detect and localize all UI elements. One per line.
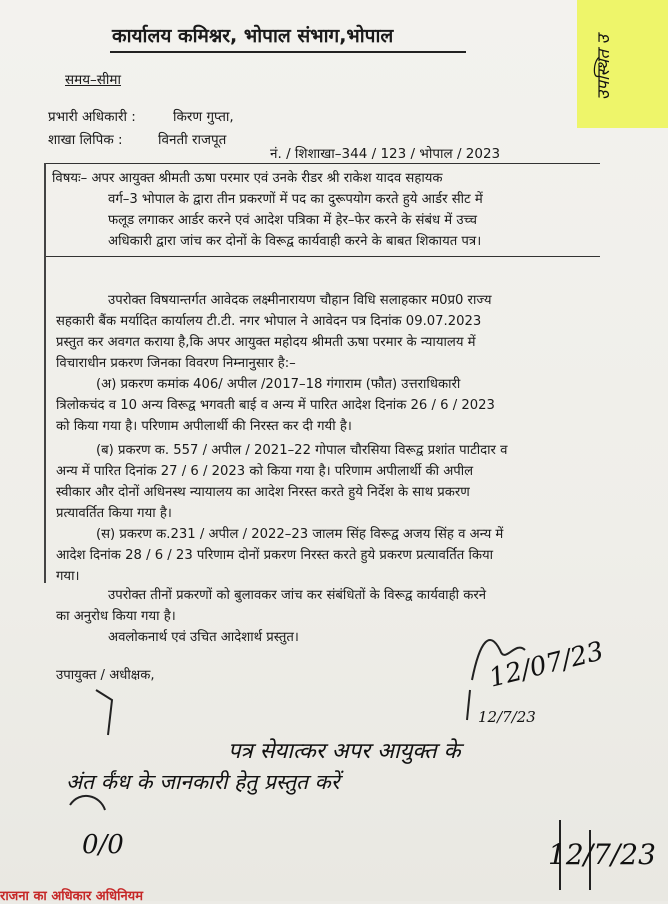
case-a-line-3: को किया गया है। परिणाम अपीलार्थी की निरस्त कर दी गयी है। <box>56 419 352 434</box>
officer-name: किरण गुप्ता, <box>173 109 234 125</box>
body-p1-line-2: सहकारी बैंक मर्यादित कार्यालय टी.टी. नगर भोपाल ने आवेदन पत्र दिनांक 09.07.2023 <box>56 314 482 329</box>
case-c-line-1: (स) प्रकरण क.231 / अपील / 2022–23 जालम सिंह विरूद्व अजय सिंह व अन्य में <box>96 527 504 542</box>
body-p3: अवलोकनार्थ एवं उचित आदेशार्थ प्रस्तुत। <box>108 630 299 645</box>
handwritten-mark-bottom: 0/0 <box>82 830 124 860</box>
case-b-line-2: अन्य में पारित दिनांक 27 / 6 / 2023 को किया गया है। परिणाम अपीलार्थी की अपील <box>56 464 474 479</box>
sticky-note-text: उपस्थित उ <box>594 35 614 100</box>
body-p1-line-3: प्रस्तुत कर अवगत कराया है,कि अपर आयुक्त महोदय श्रीमती ऊषा परमार के न्यायालय में <box>56 335 476 350</box>
officer-label: प्रभारी अधिकारी : <box>48 109 136 125</box>
case-a-line-1: (अ) प्रकरण कमांक 406/ अपील /2017–18 गंगाराम (फौत) उत्तराधिकारी <box>96 377 461 392</box>
clerk-name: विनती राजपूत <box>158 132 227 148</box>
case-c-line-3: गया। <box>56 569 80 584</box>
case-b-line-4: प्रत्यावर्तित किया गया है। <box>56 506 172 521</box>
handwritten-date-2: 12/7/23 <box>478 708 536 726</box>
footer-red-text: राजना का अधिकार अधिनियम <box>0 889 143 904</box>
subject-line-3: फलूड लगाकर आर्डर करने एवं आदेश पत्रिका में हेर–फेर करने के संबंध में उच्च <box>108 213 477 228</box>
clerk-label: शाखा लिपिक : <box>48 132 123 148</box>
handwritten-date-1: 12/07/23 <box>486 636 607 694</box>
case-b-line-3: स्वीकार और दोनों अधिनस्थ न्यायालय का आदेश निरस्त करते हुये निर्देश के साथ प्रकरण <box>56 485 470 500</box>
handwritten-note-line-1: पत्र सेयात्कर अपर आयुक्त के <box>228 739 461 764</box>
office-title: कार्यालय कमिश्नर, भोपाल संभाग,भोपाल <box>112 25 394 47</box>
body-p2-line-2: का अनुरोध किया गया है। <box>56 609 176 624</box>
handwritten-date-3: 12/7/23 <box>548 838 656 871</box>
body-p1-line-1: उपरोक्त विषयान्तर्गत आवेदक लक्ष्मीनारायण चौहान विधि सलाहकार म0प्र0 राज्य <box>108 293 492 308</box>
case-c-line-2: आदेश दिनांक 28 / 6 / 23 परिणाम दोनों प्रकरण निरस्त करते हुये प्रकरण प्रत्यावर्तित किया <box>56 548 494 563</box>
body-p2-line-1: उपरोक्त तीनों प्रकरणों को बुलावकर जांच कर संबंधितों के विरूद्व कार्यवाही करने <box>108 588 487 603</box>
subject-line-1: विषयः– अपर आयुक्त श्रीमती ऊषा परमार एवं उनके रीडर श्री राकेश यादव सहायक <box>52 171 443 186</box>
case-a-line-2: त्रिलोकचंद व 10 अन्य विरूद्व भगवती बाई व अन्य में पारित आदेश दिनांक 26 / 6 / 2023 <box>56 398 495 413</box>
reference-number: नं. / शिशाखा–344 / 123 / भोपाल / 2023 <box>270 146 501 162</box>
subject-line-2: वर्ग–3 भोपाल के द्वारा तीन प्रकरणों में पद का दुरूपयोग करते हुये आर्डर सीट में <box>108 192 483 207</box>
case-b-line-1: (ब) प्रकरण क. 557 / अपील / 2021–22 गोपाल चौरसिया विरूद्व प्रशांत पाटीदार व <box>96 443 508 458</box>
signatory-label: उपायुक्त / अधीक्षक, <box>56 668 155 683</box>
body-p1-line-4: विचाराधीन प्रकरण जिनका विवरण निम्नानुसार है:– <box>56 356 296 371</box>
samay-seema-label: समय–सीमा <box>65 72 121 88</box>
handwritten-note-line-2: अंत र्कंध के जानकारी हेतु प्रस्तुत करें <box>66 770 340 794</box>
subject-line-4: अधिकारी द्वारा जांच कर दोनों के विरूद्व कार्यवाही करने के बाबत शिकायत पत्र। <box>108 234 482 249</box>
